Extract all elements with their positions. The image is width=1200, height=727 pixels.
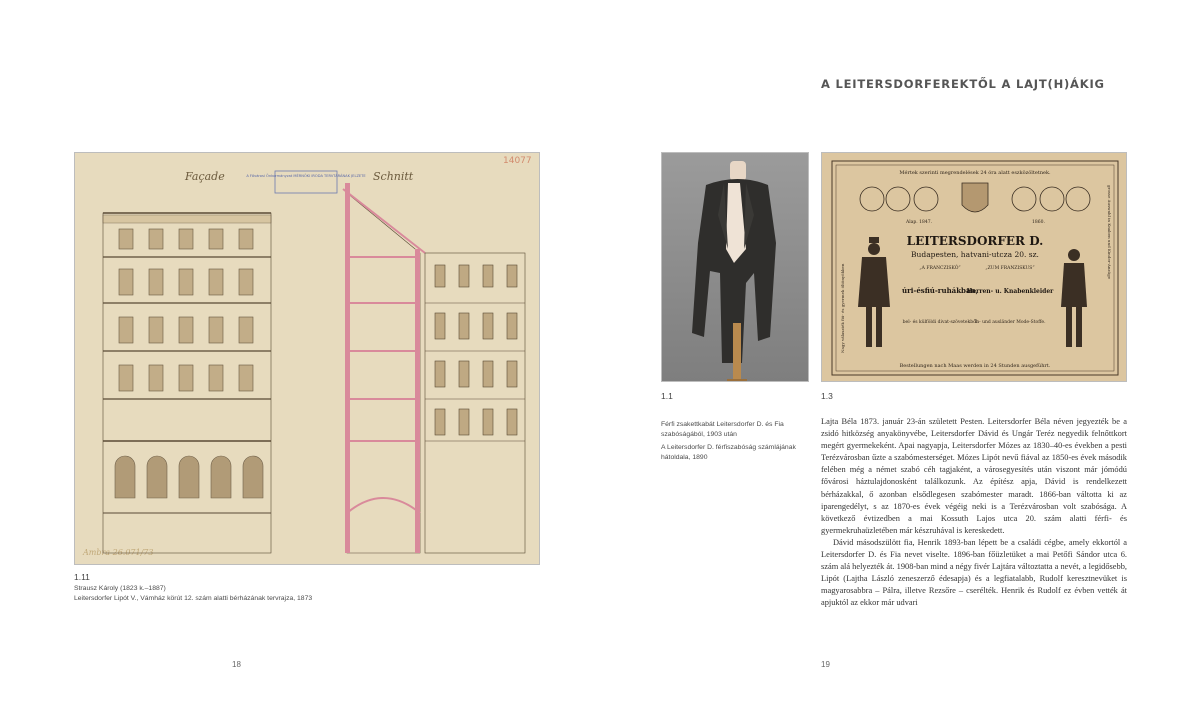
plan-pencil-note: Ambra 26.071/73 bbox=[83, 548, 154, 557]
invoice-company: LEITERSDORFER D. bbox=[906, 234, 1044, 248]
figure-caption: A Leitersdorfer D. férfiszabóság számlájának hátoldala, 1890 bbox=[661, 444, 796, 461]
figure-number: 1.11 bbox=[74, 572, 90, 582]
invoice-address: Budapesten, hatvani-utcza 20. sz. bbox=[911, 250, 1039, 259]
invoice-line-de-1: Herren- u. Knabenkleider bbox=[966, 288, 1054, 295]
plan-facade-label: Façade bbox=[185, 170, 225, 183]
invoice-image bbox=[821, 152, 1127, 382]
figure-number: 1.1 bbox=[661, 391, 673, 401]
plan-stamp-text: A Fővárosi Önkormányzat MÉRNÖKI IRODA TERVTÁRÁNAK JELZETE bbox=[246, 174, 366, 178]
body-paragraph: Lajta Béla 1873. január 23-án született Pesten. Leitersdorfer Béla néven jegyezték be a zsidó hitközség anyakönyvébe, Leitersdorfer Dávid és Ungár Teréz negyedik felnőttkort megért gyermekeként. Apai nagyapja, Leitersdorfer Mózes az 1830–40-es években a pesti Terézvárosban űzte a szabómesterséget. Mózes Lipót nevű fiával az 1850-es évek második felében még a német szabó céh tagjaként, a városegyesítés után viszont már jómódú fővárosi háztulajdonosként találkozunk. Az építész apja, Dávid is rendelkezett bérházakkal, ő azonban elsődlegesen szabómester maradt. 1866-ban váltotta ki az iparengedélyt, s az 1870-es évek végéig neki is a Terézvárosban volt szabósága. A következő évtizedben a mai Kossuth Lajos utca 20. szám alatti férfi- és gyermekruhaüzletében már készruhával is kereskedett. bbox=[821, 417, 1127, 535]
invoice-top-banner: Mértek szerinti megrendelések 24 óra alatt eszközöltetnek. bbox=[899, 170, 1051, 176]
figure-caption bbox=[74, 584, 359, 603]
architectural-plan-image bbox=[74, 152, 540, 565]
invoice-side-right: grosse Auswahl in Knaben und Kinder-Anzüge bbox=[1107, 185, 1112, 280]
invoice-line-de-2: In- und ausländer Mode-Stoffe. bbox=[974, 320, 1046, 325]
invoice-line-hu-1: úri-ésfiú-ruhákban, bbox=[901, 286, 979, 295]
chapter-title: A LEITERSDORFEREKTŐL A LAJT(H)ÁKIG bbox=[821, 77, 1105, 91]
caption-line: Leitersdorfer Lipót V., Vámház körút 12. szám alatti bérházának tervrajza, 1873 bbox=[74, 594, 313, 602]
invoice-line-hu-2: bel- és külföldi divat-szövetekből bbox=[902, 320, 978, 325]
invoice-shop-de: „ZUM FRANZISKUS” bbox=[985, 266, 1035, 271]
plan-catalog-number: 14077 bbox=[503, 156, 532, 166]
plan-section-label: Schnitt bbox=[373, 170, 414, 183]
page-number-left: 18 bbox=[232, 660, 241, 669]
invoice-side-left: Nagy választék fiú- és gyermek öltönyökben bbox=[840, 263, 845, 353]
invoice-shop-hu: „A FRANCZISKÓ” bbox=[919, 266, 961, 271]
figure-caption: Férfi zsakettkabát Leitersdorfer D. és Fia szabóságából, 1903 után bbox=[661, 421, 784, 438]
invoice-bottom-banner: Bestellungen nach Maas werden in 24 Stunden ausgeführt. bbox=[899, 363, 1051, 369]
invoice-year-right: 1860. bbox=[1032, 220, 1045, 225]
body-paragraph: Dávid másodszülött fia, Henrik 1893-ban lépett be a családi cégbe, amely ekkortól a Leitersdorfer D. és Fia nevet viselte. 1896-ban főüzletüket a mai Petőfi Sándor utca 6. szám alá helyezték át. 1908-ban mind a négy fivér Lajtára változtatta a nevét, a legidősebb, Lipót (Lajtha László zeneszerző édesapja) és a legfiatalabb, Rudolf keresztnevüket is magyarosabbra – Pálra, illetve Rezsőre – cserélték. Henrik és Rudolf ez évben vették át apjuktól az ekkor már udvari bbox=[821, 537, 1127, 608]
figure-number: 1.3 bbox=[821, 391, 833, 401]
caption-line: Strausz Károly (1823 k.–1887) bbox=[74, 585, 166, 592]
body-text bbox=[821, 416, 1127, 610]
coat-photo bbox=[661, 152, 809, 382]
page-number-right: 19 bbox=[821, 660, 830, 669]
invoice-year-left: Alap. 1847. bbox=[906, 220, 932, 225]
